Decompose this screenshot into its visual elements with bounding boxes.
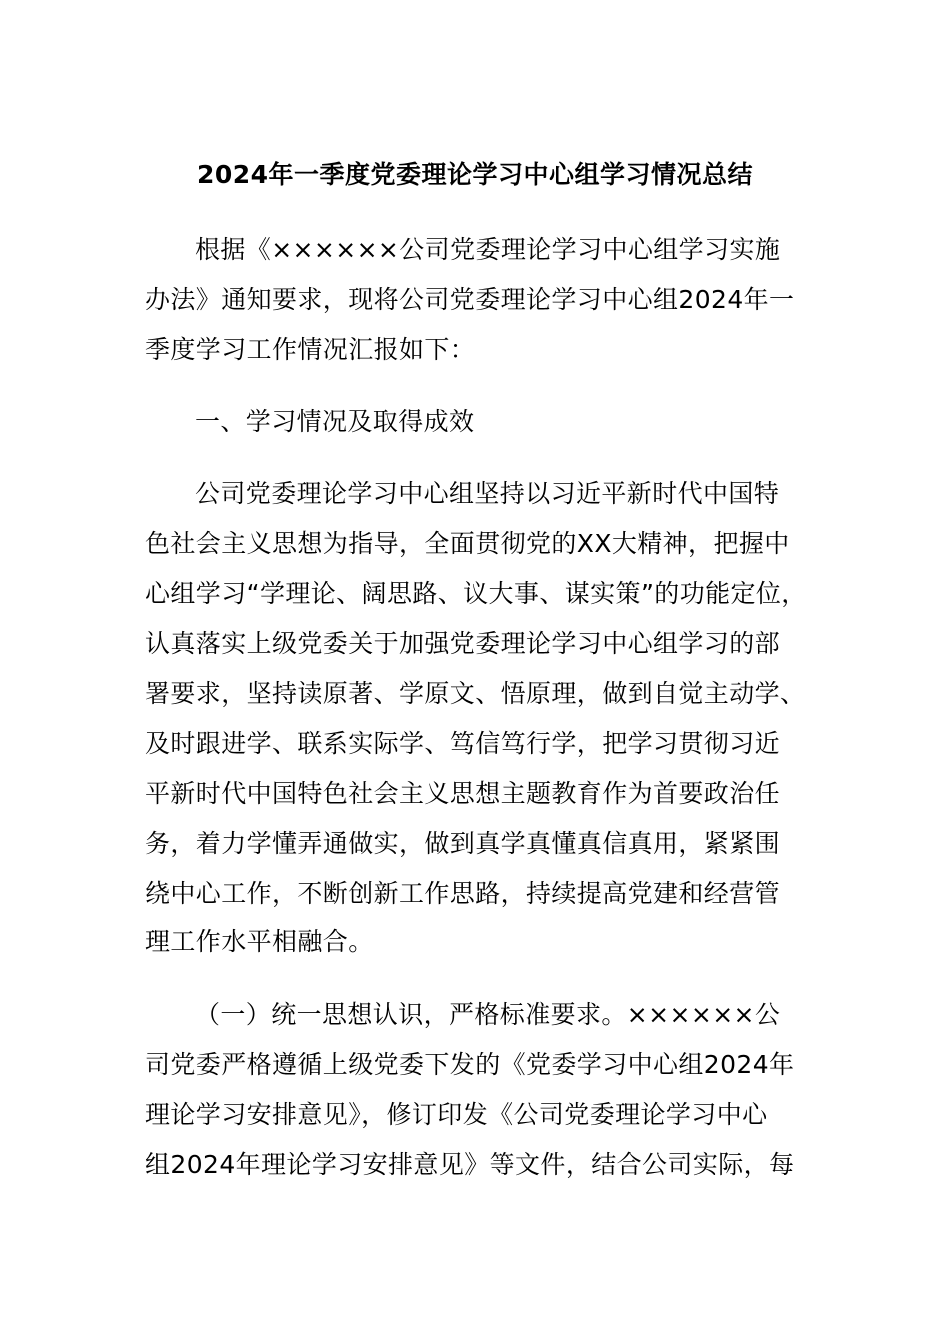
para1-line-3: 心组学习“学理论、阔思路、议大事、谋实策”的功能定位，: [145, 579, 807, 608]
para2-line-2: 司党委严格遵循上级党委下发的《党委学习中心组2024年: [145, 1050, 795, 1079]
para1-line-9: 绕中心工作，不断创新工作思路，持续提高党建和经营管: [145, 879, 781, 908]
intro-line-3: 季度学习工作情况汇报如下：: [145, 335, 476, 364]
para2-line-1: （一）统一思想认识，严格标准要求。××××××公: [195, 1000, 781, 1029]
document-title: 2024年一季度党委理论学习中心组学习情况总结: [196, 160, 754, 189]
para2-line-3: 理论学习安排意见》，修订印发《公司党委理论学习中心: [145, 1100, 768, 1129]
intro-line-1: 根据《××××××公司党委理论学习中心组学习实施: [195, 235, 781, 264]
para2-line-4: 组2024年理论学习安排意见》等文件，结合公司实际，每: [145, 1150, 795, 1179]
section-heading: 一、学习情况及取得成效: [195, 407, 475, 436]
para1-line-8: 务，着力学懂弄通做实，做到真学真懂真信真用，紧紧围: [145, 829, 781, 858]
para1-line-2: 色社会主义思想为指导，全面贯彻党的XX大精神，把握中: [145, 529, 790, 558]
para1-line-5: 署要求，坚持读原著、学原文、悟原理，做到自觉主动学、: [145, 679, 806, 708]
para1-line-6: 及时跟进学、联系实际学、笃信笃行学，把学习贯彻习近: [145, 729, 781, 758]
intro-line-2: 办法》通知要求，现将公司党委理论学习中心组2024年一: [145, 285, 795, 314]
para1-line-1: 公司党委理论学习中心组坚持以习近平新时代中国特: [195, 479, 780, 508]
para1-line-10: 理工作水平相融合。: [145, 927, 374, 956]
para1-line-7: 平新时代中国特色社会主义思想主题教育作为首要政治任: [145, 779, 781, 808]
para1-line-4: 认真落实上级党委关于加强党委理论学习中心组学习的部: [145, 629, 781, 658]
